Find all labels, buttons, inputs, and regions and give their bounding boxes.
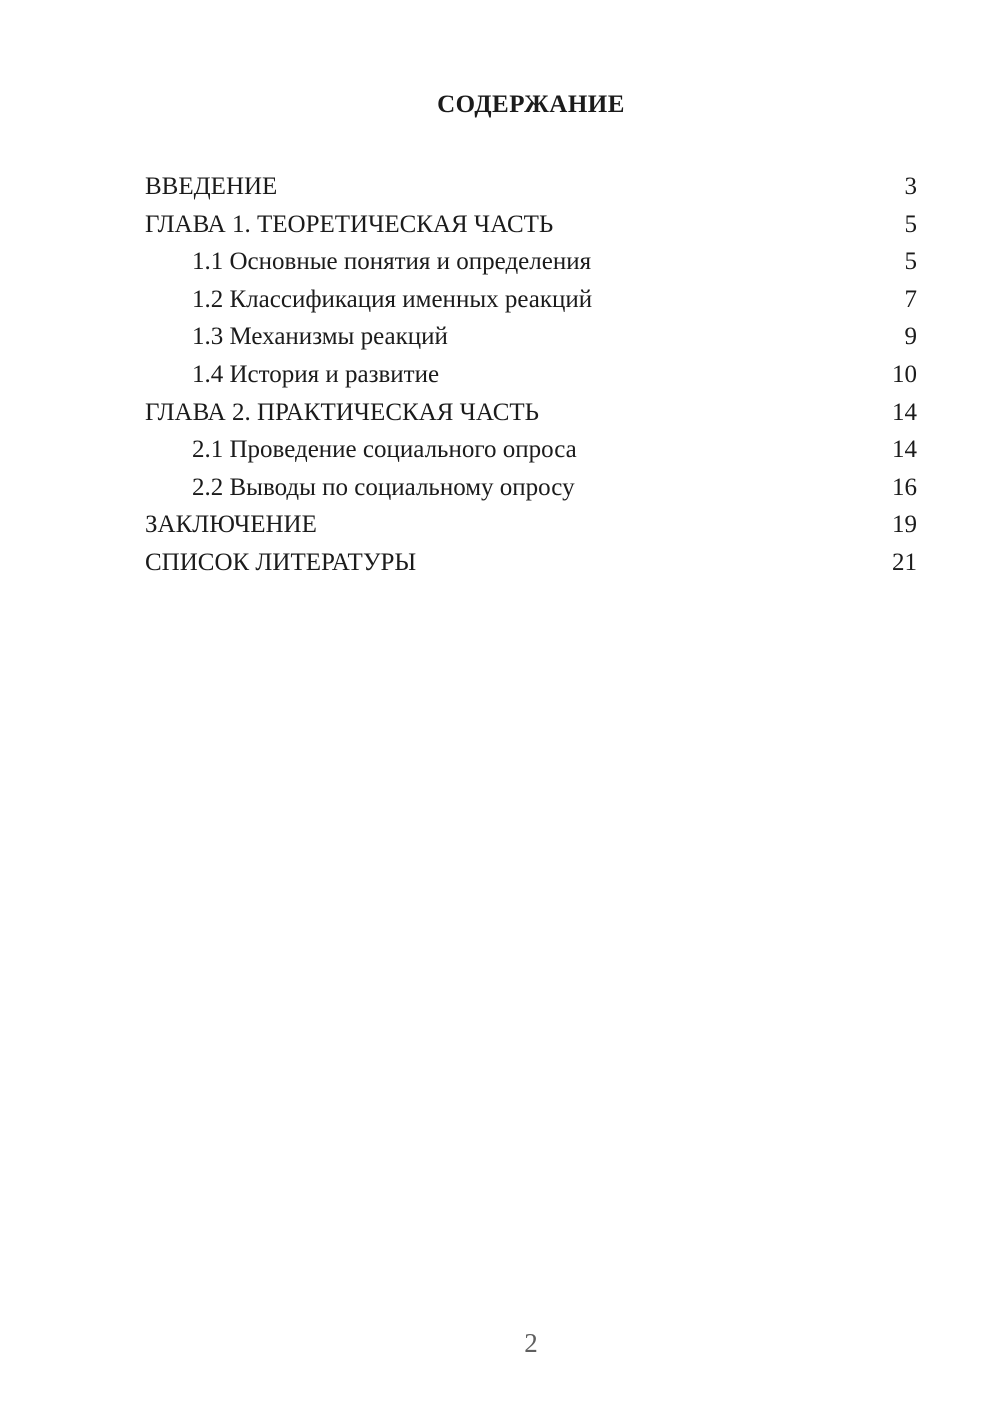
toc-entry	[145, 431, 917, 469]
toc-entry	[145, 206, 917, 244]
toc-entry-label: ГЛАВА 1. ТЕОРЕТИЧЕСКАЯ ЧАСТЬ	[145, 210, 554, 238]
toc-entry-label: СПИСОК ЛИТЕРАТУРЫ	[145, 548, 417, 576]
toc-entry	[145, 168, 917, 206]
toc-entry-page: 14	[892, 398, 917, 426]
toc-entry-label: 2.1 Проведение социального опроса	[192, 436, 577, 464]
toc-entry	[145, 281, 917, 319]
toc-entry-page: 7	[904, 285, 917, 313]
toc-entry	[145, 469, 917, 507]
toc-entry-label: 1.1 Основные понятия и определения	[192, 248, 592, 276]
toc-entry-label: 1.2 Классификация именных реакций	[192, 285, 593, 313]
toc-entry-label: 1.4 История и развитие	[192, 360, 440, 388]
toc-entry	[145, 356, 917, 394]
toc-entry-page: 9	[904, 323, 917, 351]
toc-entry-label: 1.3 Механизмы реакций	[192, 323, 448, 351]
toc-entry-page: 19	[892, 511, 917, 539]
toc-entry-page: 14	[892, 436, 917, 464]
toc-entry	[145, 243, 917, 281]
toc-entry	[145, 394, 917, 432]
toc-entry-page: 21	[892, 548, 917, 576]
toc-entry-page: 5	[904, 210, 917, 238]
toc-entry	[145, 544, 917, 582]
table-of-contents	[145, 168, 917, 582]
page-number: 2	[524, 1328, 538, 1358]
page-title: СОДЕРЖАНИЕ	[437, 91, 625, 118]
toc-entry	[145, 506, 917, 544]
toc-entry-page: 5	[904, 248, 917, 276]
toc-entry	[145, 318, 917, 356]
toc-entry-page: 16	[892, 473, 917, 501]
toc-entry-page: 10	[892, 360, 917, 388]
toc-entry-label: ЗАКЛЮЧЕНИЕ	[145, 511, 317, 539]
toc-entry-label: 2.2 Выводы по социальному опросу	[192, 473, 575, 501]
toc-entry-label: ВВЕДЕНИЕ	[145, 173, 278, 200]
toc-entry-page: 3	[904, 173, 917, 200]
toc-entry-label: ГЛАВА 2. ПРАКТИЧЕСКАЯ ЧАСТЬ	[145, 398, 540, 426]
